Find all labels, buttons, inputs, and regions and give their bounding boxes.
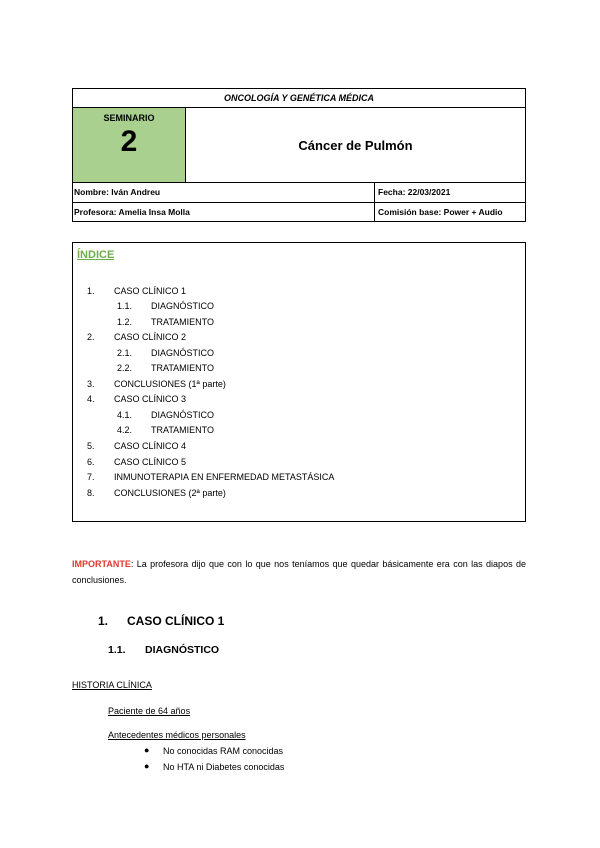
subsection-number: 1.1. [108, 644, 126, 656]
index-box [72, 242, 526, 522]
index-item-text: CONCLUSIONES (2ª parte) [114, 488, 226, 498]
document-title: Cáncer de Pulmón [298, 137, 413, 153]
commission: Comisión base: Power + Audio [378, 207, 503, 217]
student-name: Nombre: Iván Andreu [73, 183, 375, 202]
index-item-number: 4.1. [117, 410, 133, 420]
index-item-number: 8. [87, 488, 95, 498]
date: Fecha: 22/03/2021 [378, 187, 451, 197]
antecedents-heading: Antecedentes médicos personales [108, 730, 246, 740]
patient-age: Paciente de 64 años [108, 706, 191, 716]
section-title: CASO CLÍNICO 1 [127, 614, 225, 628]
index-item-text: TRATAMIENTO [151, 317, 214, 327]
history-heading: HISTORIA CLÍNICA [72, 680, 152, 690]
antecedent-item: No HTA ni Diabetes conocidas [163, 762, 285, 772]
index-item-number: 2.1. [117, 348, 133, 358]
index-item-text: CASO CLÍNICO 5 [114, 457, 187, 467]
index-item-text: CASO CLÍNICO 3 [114, 394, 187, 404]
index-item-text: INMUNOTERAPIA EN ENFERMEDAD METASTÁSICA [114, 472, 335, 482]
index-item-number: 1.2. [117, 317, 133, 327]
index-title: ÍNDICE [77, 249, 115, 261]
name-date-row [73, 182, 525, 202]
index-item-number: 4. [87, 394, 95, 404]
important-note [72, 556, 526, 588]
header-table [72, 88, 526, 222]
course-title: ONCOLOGÍA Y GENÉTICA MÉDICA [73, 89, 525, 108]
index-item-number: 2. [87, 332, 95, 342]
index-item-text: DIAGNÓSTICO [151, 348, 215, 358]
index-item-number: 5. [87, 441, 95, 451]
seminar-box [73, 108, 186, 182]
index-item-text: TRATAMIENTO [151, 425, 214, 435]
index-item-text: DIAGNÓSTICO [151, 301, 215, 311]
index-item-number: 6. [87, 457, 95, 467]
index-item-text: CASO CLÍNICO 1 [114, 286, 187, 296]
index-item-number: 3. [87, 379, 95, 389]
professor-row [73, 202, 525, 222]
index-item-number: 1. [87, 286, 95, 296]
index-item-number: 2.2. [117, 363, 133, 373]
index-item-number: 7. [87, 472, 95, 482]
seminar-label: SEMINARIO [103, 113, 155, 123]
important-label: IMPORTANTE [72, 559, 131, 569]
bullet-dot-icon: ● [144, 745, 150, 755]
index-item-number: 4.2. [117, 425, 133, 435]
index-item-number: 1.1. [117, 301, 133, 311]
professor: Profesora: Amelia Insa Molla [73, 203, 375, 222]
index-item-text: CASO CLÍNICO 4 [114, 441, 187, 451]
index-item-text: TRATAMIENTO [151, 363, 214, 373]
important-text: : La profesora dijo que con lo que nos teníamos que quedar básicamente era con las diapos de conclusiones. [72, 559, 526, 585]
seminar-number: 2 [120, 125, 138, 158]
antecedent-item: No conocidas RAM conocidas [163, 746, 284, 756]
index-item-text: DIAGNÓSTICO [151, 410, 215, 420]
section-number: 1. [98, 614, 109, 628]
index-item-text: CASO CLÍNICO 2 [114, 332, 187, 342]
index-item-text: CONCLUSIONES (1ª parte) [114, 379, 226, 389]
bullet-dot-icon: ● [144, 761, 150, 771]
subsection-title: DIAGNÓSTICO [145, 644, 220, 656]
